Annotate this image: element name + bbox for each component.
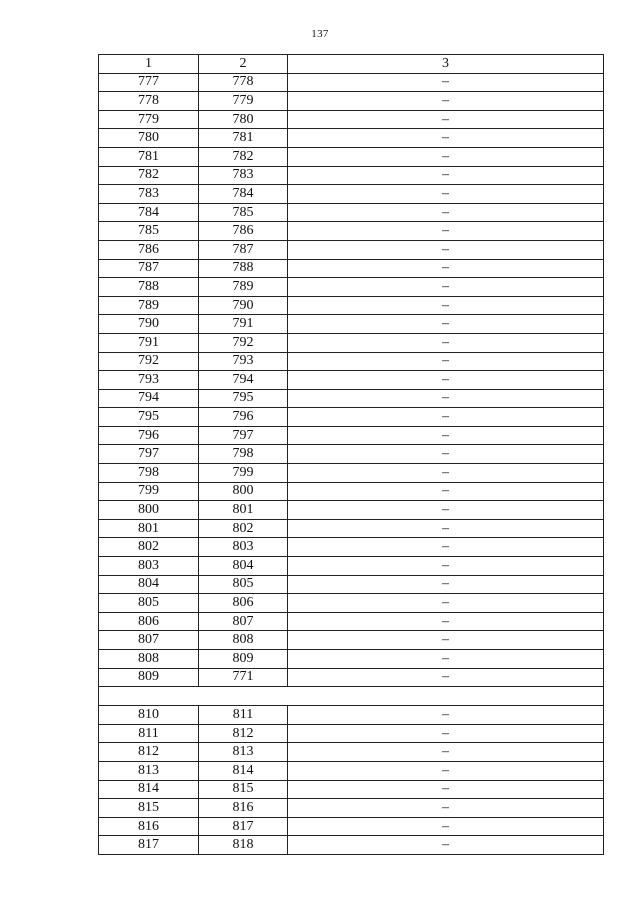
table-cell-col-3: – (288, 799, 604, 818)
table-cell-col-2: 779 (199, 92, 288, 111)
table-cell-col-2: 801 (199, 501, 288, 520)
table-cell-col-3: – (288, 575, 604, 594)
table-cell-col-3: – (288, 185, 604, 204)
table-cell-col-2: 814 (199, 761, 288, 780)
table-cell-col-2: 796 (199, 408, 288, 427)
table-cell-col-1: 802 (99, 538, 199, 557)
table-cell-col-1: 783 (99, 185, 199, 204)
table-cell-col-1: 803 (99, 557, 199, 576)
table-cell-col-2: 771 (199, 668, 288, 687)
table-cell-col-2: 817 (199, 817, 288, 836)
table-row (99, 203, 604, 222)
table-row (99, 445, 604, 464)
table-cell-col-1: 790 (99, 315, 199, 334)
table-row (99, 259, 604, 278)
table-row (99, 799, 604, 818)
table-cell-col-2: 780 (199, 110, 288, 129)
table-row (99, 73, 604, 92)
table-cell-col-1: 809 (99, 668, 199, 687)
table-cell-col-2: 816 (199, 799, 288, 818)
table-row (99, 501, 604, 520)
table-cell-col-1: 777 (99, 73, 199, 92)
table-cell-col-3: – (288, 836, 604, 855)
table-row (99, 408, 604, 427)
table-cell-col-1: 796 (99, 426, 199, 445)
table-row (99, 538, 604, 557)
table-cell-col-2: 795 (199, 389, 288, 408)
table-cell-col-2: 808 (199, 631, 288, 650)
table-cell-col-1: 797 (99, 445, 199, 464)
table-cell-col-1: 812 (99, 743, 199, 762)
table-cell-col-3: – (288, 482, 604, 501)
table-row (99, 371, 604, 390)
table-cell-col-1: 811 (99, 724, 199, 743)
table-body-part-2 (99, 706, 604, 855)
table-row (99, 110, 604, 129)
table-cell-col-3: – (288, 761, 604, 780)
table-cell-col-3: – (288, 817, 604, 836)
table-cell-col-3: – (288, 73, 604, 92)
table-cell-col-1: 813 (99, 761, 199, 780)
table-cell-col-1: 781 (99, 147, 199, 166)
header-row (99, 55, 604, 74)
table-row (99, 464, 604, 483)
table-row (99, 389, 604, 408)
table-cell-col-2: 815 (199, 780, 288, 799)
table-row (99, 836, 604, 855)
table-cell-col-3: – (288, 352, 604, 371)
table-row (99, 426, 604, 445)
table-cell-col-1: 814 (99, 780, 199, 799)
table-cell-col-2: 799 (199, 464, 288, 483)
table-cell-col-1: 798 (99, 464, 199, 483)
table-row (99, 612, 604, 631)
table-row (99, 315, 604, 334)
table-cell-col-3: – (288, 706, 604, 725)
table-row (99, 650, 604, 669)
table-row (99, 166, 604, 185)
table-cell-col-1: 810 (99, 706, 199, 725)
table-cell-col-1: 782 (99, 166, 199, 185)
table-row (99, 185, 604, 204)
table-cell-col-2: 806 (199, 594, 288, 613)
table-cell-col-1: 808 (99, 650, 199, 669)
table-cell-col-2: 791 (199, 315, 288, 334)
table-cell-col-3: – (288, 538, 604, 557)
table-cell-col-3: – (288, 371, 604, 390)
table-cell-col-2: 797 (199, 426, 288, 445)
table-row (99, 352, 604, 371)
table-cell-col-2: 788 (199, 259, 288, 278)
table-row (99, 519, 604, 538)
table-cell-col-3: – (288, 612, 604, 631)
table-row (99, 594, 604, 613)
table-cell-col-1: 784 (99, 203, 199, 222)
table-row (99, 557, 604, 576)
table-cell-col-1: 785 (99, 222, 199, 241)
table-cell-col-1: 791 (99, 333, 199, 352)
data-table (98, 54, 604, 855)
table-row (99, 92, 604, 111)
table-row (99, 296, 604, 315)
column-header-2: 2 (199, 55, 288, 74)
table-cell-col-2: 807 (199, 612, 288, 631)
table-separator (99, 687, 604, 706)
table-row (99, 575, 604, 594)
table-cell-col-1: 787 (99, 259, 199, 278)
table-row (99, 240, 604, 259)
table-cell-col-2: 800 (199, 482, 288, 501)
table-row (99, 817, 604, 836)
table-cell-col-2: 818 (199, 836, 288, 855)
table-row (99, 761, 604, 780)
table-cell-col-2: 798 (199, 445, 288, 464)
table-cell-col-3: – (288, 668, 604, 687)
table-cell-col-1: 801 (99, 519, 199, 538)
table-cell-col-3: – (288, 594, 604, 613)
table-row (99, 278, 604, 297)
table-cell-col-3: – (288, 426, 604, 445)
separator-row (99, 687, 604, 706)
table-row (99, 668, 604, 687)
table-cell-col-1: 786 (99, 240, 199, 259)
separator-cell (99, 687, 604, 706)
table-cell-col-3: – (288, 129, 604, 148)
table-cell-col-2: 813 (199, 743, 288, 762)
table-cell-col-1: 779 (99, 110, 199, 129)
table-cell-col-1: 795 (99, 408, 199, 427)
table-cell-col-3: – (288, 333, 604, 352)
table-cell-col-1: 805 (99, 594, 199, 613)
table-cell-col-3: – (288, 519, 604, 538)
table-cell-col-2: 782 (199, 147, 288, 166)
table-cell-col-3: – (288, 315, 604, 334)
table-row (99, 631, 604, 650)
table-cell-col-2: 792 (199, 333, 288, 352)
table-cell-col-3: – (288, 92, 604, 111)
table-row (99, 482, 604, 501)
table-cell-col-1: 789 (99, 296, 199, 315)
table-cell-col-3: – (288, 203, 604, 222)
table-cell-col-3: – (288, 408, 604, 427)
table-cell-col-1: 816 (99, 817, 199, 836)
table-cell-col-2: 789 (199, 278, 288, 297)
table-cell-col-2: 786 (199, 222, 288, 241)
table-cell-col-3: – (288, 259, 604, 278)
table-cell-col-3: – (288, 222, 604, 241)
table-cell-col-1: 815 (99, 799, 199, 818)
table-cell-col-3: – (288, 724, 604, 743)
table-cell-col-3: – (288, 557, 604, 576)
table-cell-col-1: 799 (99, 482, 199, 501)
table-cell-col-3: – (288, 110, 604, 129)
table-cell-col-2: 790 (199, 296, 288, 315)
table-cell-col-1: 780 (99, 129, 199, 148)
table-cell-col-3: – (288, 278, 604, 297)
table-cell-col-3: – (288, 631, 604, 650)
table-cell-col-2: 803 (199, 538, 288, 557)
table-cell-col-2: 787 (199, 240, 288, 259)
table-cell-col-1: 806 (99, 612, 199, 631)
table-cell-col-2: 809 (199, 650, 288, 669)
column-header-1: 1 (99, 55, 199, 74)
table-cell-col-1: 807 (99, 631, 199, 650)
table-body-part-1 (99, 73, 604, 687)
table-row (99, 706, 604, 725)
table-row (99, 222, 604, 241)
page-number: 137 (311, 28, 329, 40)
table-cell-col-3: – (288, 780, 604, 799)
table-cell-col-2: 812 (199, 724, 288, 743)
table-cell-col-3: – (288, 166, 604, 185)
table-cell-col-3: – (288, 650, 604, 669)
table-cell-col-1: 804 (99, 575, 199, 594)
table-cell-col-3: – (288, 240, 604, 259)
table-cell-col-2: 784 (199, 185, 288, 204)
table-row (99, 743, 604, 762)
table-row (99, 780, 604, 799)
table-cell-col-2: 794 (199, 371, 288, 390)
table-cell-col-2: 805 (199, 575, 288, 594)
table-cell-col-1: 778 (99, 92, 199, 111)
table-cell-col-3: – (288, 464, 604, 483)
table-cell-col-2: 785 (199, 203, 288, 222)
table-cell-col-3: – (288, 743, 604, 762)
table-cell-col-1: 800 (99, 501, 199, 520)
table-cell-col-1: 792 (99, 352, 199, 371)
table-cell-col-2: 781 (199, 129, 288, 148)
table-header (99, 55, 604, 74)
table-row (99, 129, 604, 148)
table-cell-col-3: – (288, 296, 604, 315)
table-cell-col-2: 793 (199, 352, 288, 371)
table-cell-col-3: – (288, 147, 604, 166)
table-cell-col-3: – (288, 445, 604, 464)
table-cell-col-1: 817 (99, 836, 199, 855)
table-row (99, 333, 604, 352)
table-cell-col-2: 811 (199, 706, 288, 725)
table-row (99, 147, 604, 166)
table-row (99, 724, 604, 743)
table-cell-col-1: 794 (99, 389, 199, 408)
table-cell-col-3: – (288, 501, 604, 520)
table-cell-col-1: 788 (99, 278, 199, 297)
table-cell-col-2: 778 (199, 73, 288, 92)
table-cell-col-1: 793 (99, 371, 199, 390)
table-cell-col-2: 802 (199, 519, 288, 538)
column-header-3: 3 (288, 55, 604, 74)
table-cell-col-2: 804 (199, 557, 288, 576)
table-cell-col-2: 783 (199, 166, 288, 185)
table-cell-col-3: – (288, 389, 604, 408)
